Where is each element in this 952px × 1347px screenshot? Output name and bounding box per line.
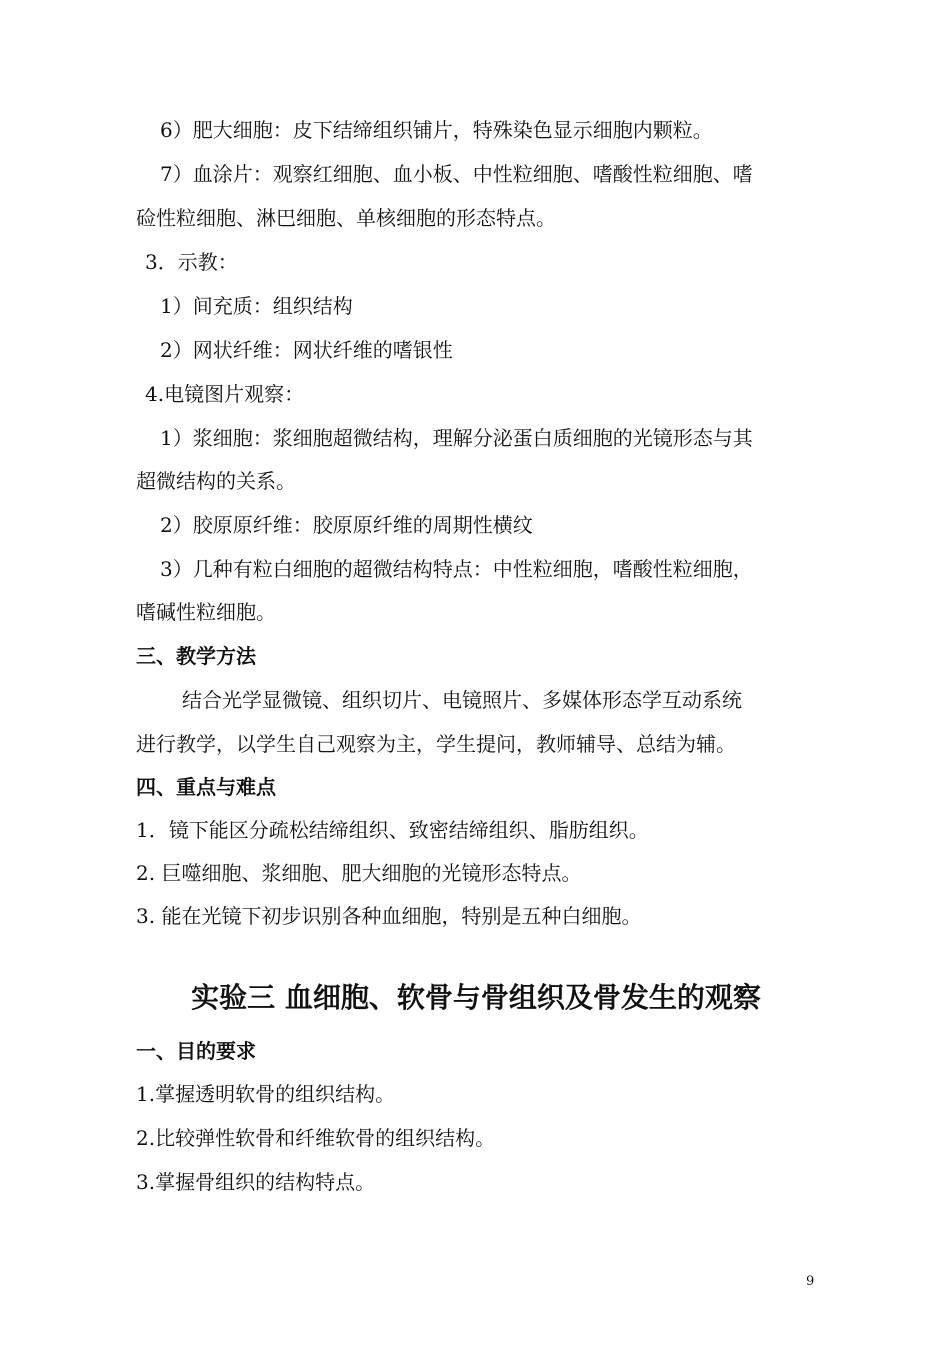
list-item-objective-1: 1.掌握透明软骨的组织结构。 — [136, 1082, 396, 1106]
text-line-plasma-cell: 1）浆细胞：浆细胞超微结构，理解分泌蛋白质细胞的光镜形态与其 — [160, 426, 753, 450]
text-line-methods-para-cont: 进行教学，以学生自己观察为主，学生提问，教师辅导、总结为辅。 — [136, 732, 736, 756]
list-item-key-point-2: 2. 巨噬细胞、浆细胞、肥大细胞的光镜形态特点。 — [136, 861, 582, 885]
text-line-collagen-fibril: 2）胶原原纤维：胶原原纤维的周期性横纹 — [160, 513, 533, 537]
text-line-methods-para: 结合光学显微镜、组织切片、电镜照片、多媒体形态学互动系统 — [182, 688, 742, 712]
text-line-mast-cell: 6）肥大细胞：皮下结缔组织铺片，特殊染色显示细胞内颗粒。 — [160, 118, 713, 142]
experiment-title: 实验三 血细胞、软骨与骨组织及骨发生的观察 — [191, 981, 761, 1014]
text-line-mesenchyme: 1）间充质：组织结构 — [160, 294, 353, 318]
list-item-key-point-1: 1．镜下能区分疏松结缔组织、致密结缔组织、脂肪组织。 — [136, 818, 649, 842]
text-line-granulocytes-cont: 嗜碱性粒细胞。 — [136, 600, 276, 624]
page-number: 9 — [806, 1274, 815, 1289]
list-item-key-point-3: 3. 能在光镜下初步识别各种血细胞，特别是五种白细胞。 — [136, 904, 642, 928]
section-heading-teaching-methods: 三、教学方法 — [136, 644, 256, 668]
text-line-granulocytes: 3）几种有粒白细胞的超微结构特点：中性粒细胞，嗜酸性粒细胞， — [160, 557, 753, 581]
text-line-demonstration: 3．示教： — [145, 250, 238, 274]
list-item-objective-2: 2.比较弹性软骨和纤维软骨的组织结构。 — [136, 1126, 496, 1150]
section-heading-key-points: 四、重点与难点 — [136, 775, 276, 799]
text-line-plasma-cell-cont: 超微结构的关系。 — [136, 469, 296, 493]
text-line-reticular-fiber: 2）网状纤维：网状纤维的嗜银性 — [160, 338, 453, 362]
section-heading-objectives: 一、目的要求 — [136, 1039, 256, 1063]
text-line-blood-smear-cont: 硷性粒细胞、淋巴细胞、单核细胞的形态特点。 — [136, 206, 556, 230]
text-line-em-observation: 4.电镜图片观察： — [145, 382, 305, 406]
text-line-blood-smear: 7）血涂片：观察红细胞、血小板、中性粒细胞、嗜酸性粒细胞、嗜 — [160, 162, 753, 186]
list-item-objective-3: 3.掌握骨组织的结构特点。 — [136, 1170, 376, 1194]
